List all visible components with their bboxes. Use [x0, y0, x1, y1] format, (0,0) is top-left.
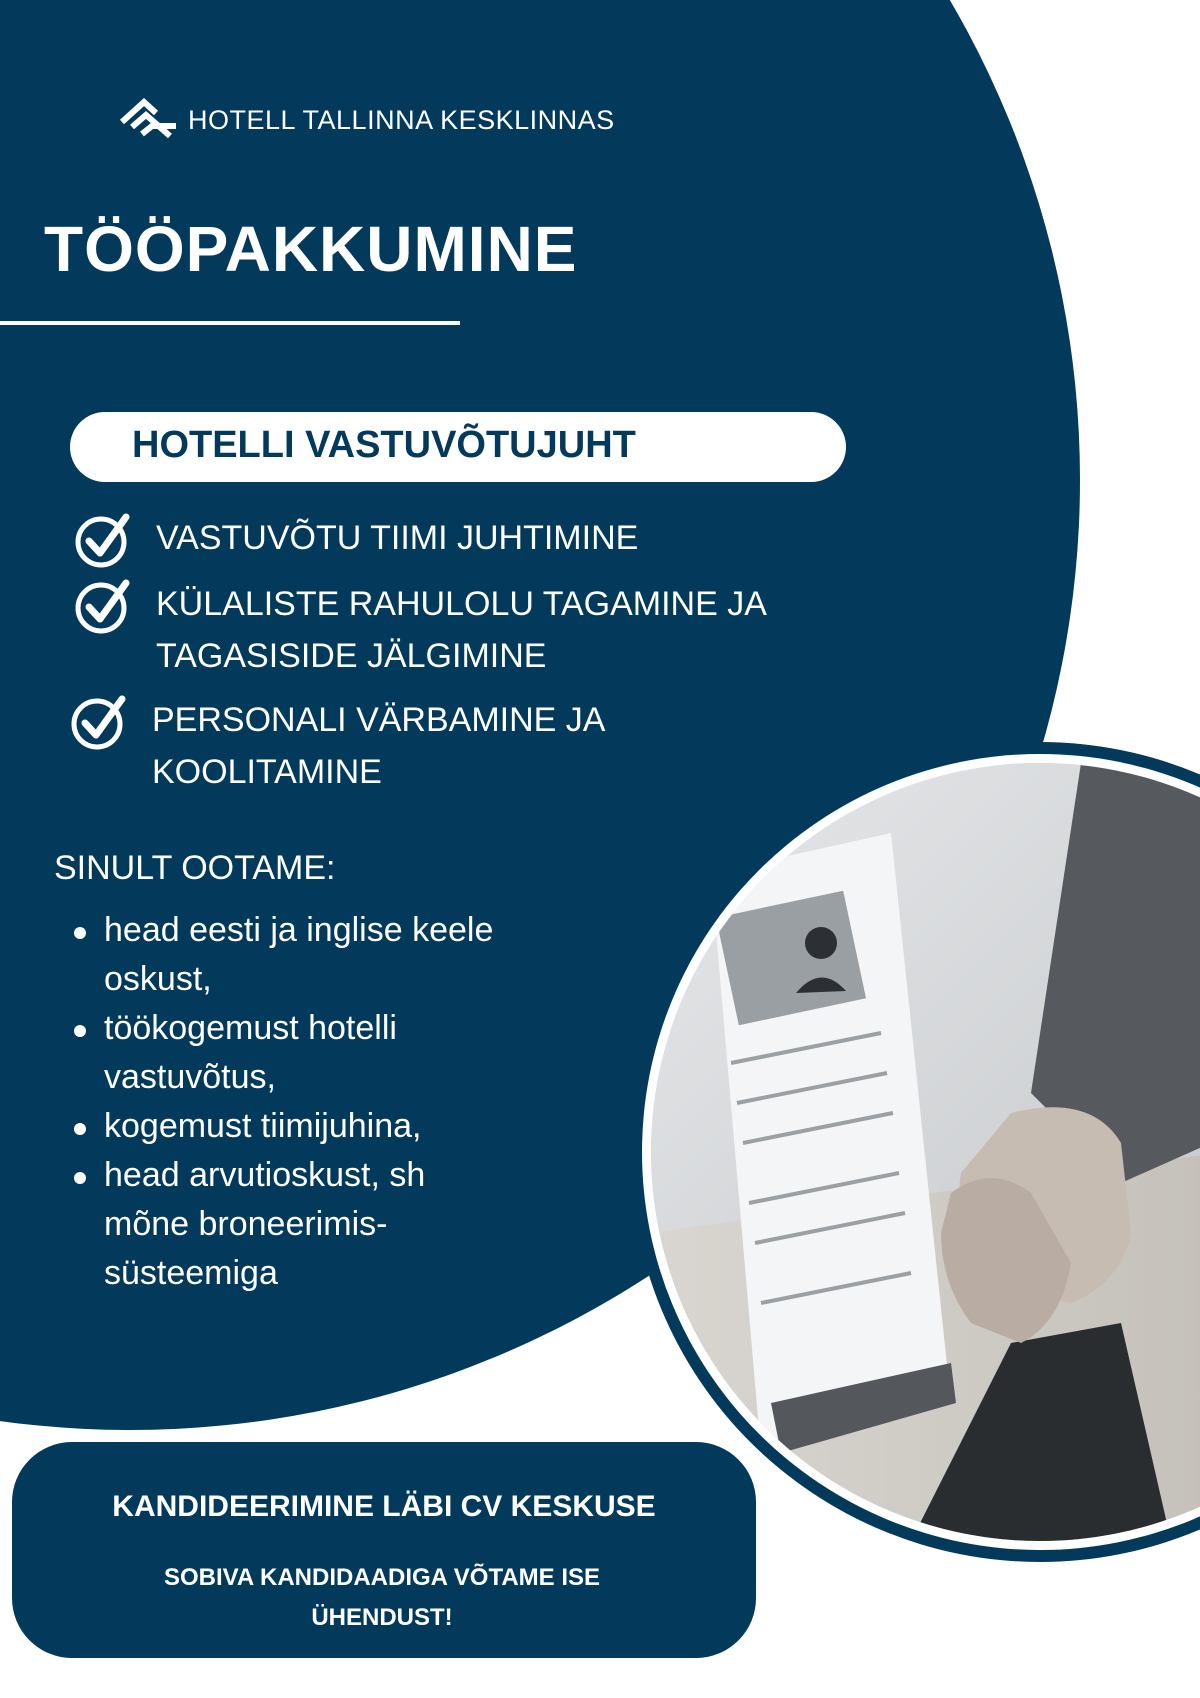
page-title: TÖÖPAKKUMINE [44, 213, 578, 285]
list-item: töökogemust hotelli vastuvõtus, [78, 1004, 638, 1102]
application-title: KANDIDEERIMINE LÄBI CV KESKUSE [112, 1490, 656, 1523]
list-item: kogemust tiimijuhina, [78, 1102, 638, 1151]
brand-name: HOTELL TALLINNA KESKLINNAS [188, 104, 615, 135]
position-title: HOTELLI VASTUVÕTUJUHT [132, 424, 636, 466]
duty-text: PERSONALI VÄRBAMINE JA KOOLITAMINE [152, 701, 606, 791]
brand-logo [118, 96, 615, 144]
list-item: head eesti ja inglise keele oskust, [78, 906, 638, 1004]
check-circle-icon [74, 512, 132, 570]
requirements-list [78, 906, 638, 1298]
requirements-title: SINULT OOTAME: [54, 849, 336, 887]
duty-item [70, 694, 605, 798]
application-box [12, 1442, 756, 1658]
check-circle-icon [74, 578, 132, 636]
duty-text: KÜLALISTE RAHULOLU TAGAMINE JA TAGASISIDE JÄLGIMINE [156, 585, 767, 675]
application-note: SOBIVA KANDIDAADIGA VÕTAME ISE ÜHENDUST! [163, 1564, 601, 1631]
duty-item [74, 512, 638, 570]
check-circle-icon [70, 694, 128, 752]
position-badge [70, 412, 846, 482]
duty-text: VASTUVÕTU TIIMI JUHTIMINE [156, 519, 639, 557]
title-divider [0, 321, 460, 325]
chevron-stack-logo-icon [118, 96, 180, 144]
duty-item [74, 578, 767, 682]
list-item: head arvutioskust, sh mõne broneerimis- süsteemiga [78, 1151, 638, 1298]
